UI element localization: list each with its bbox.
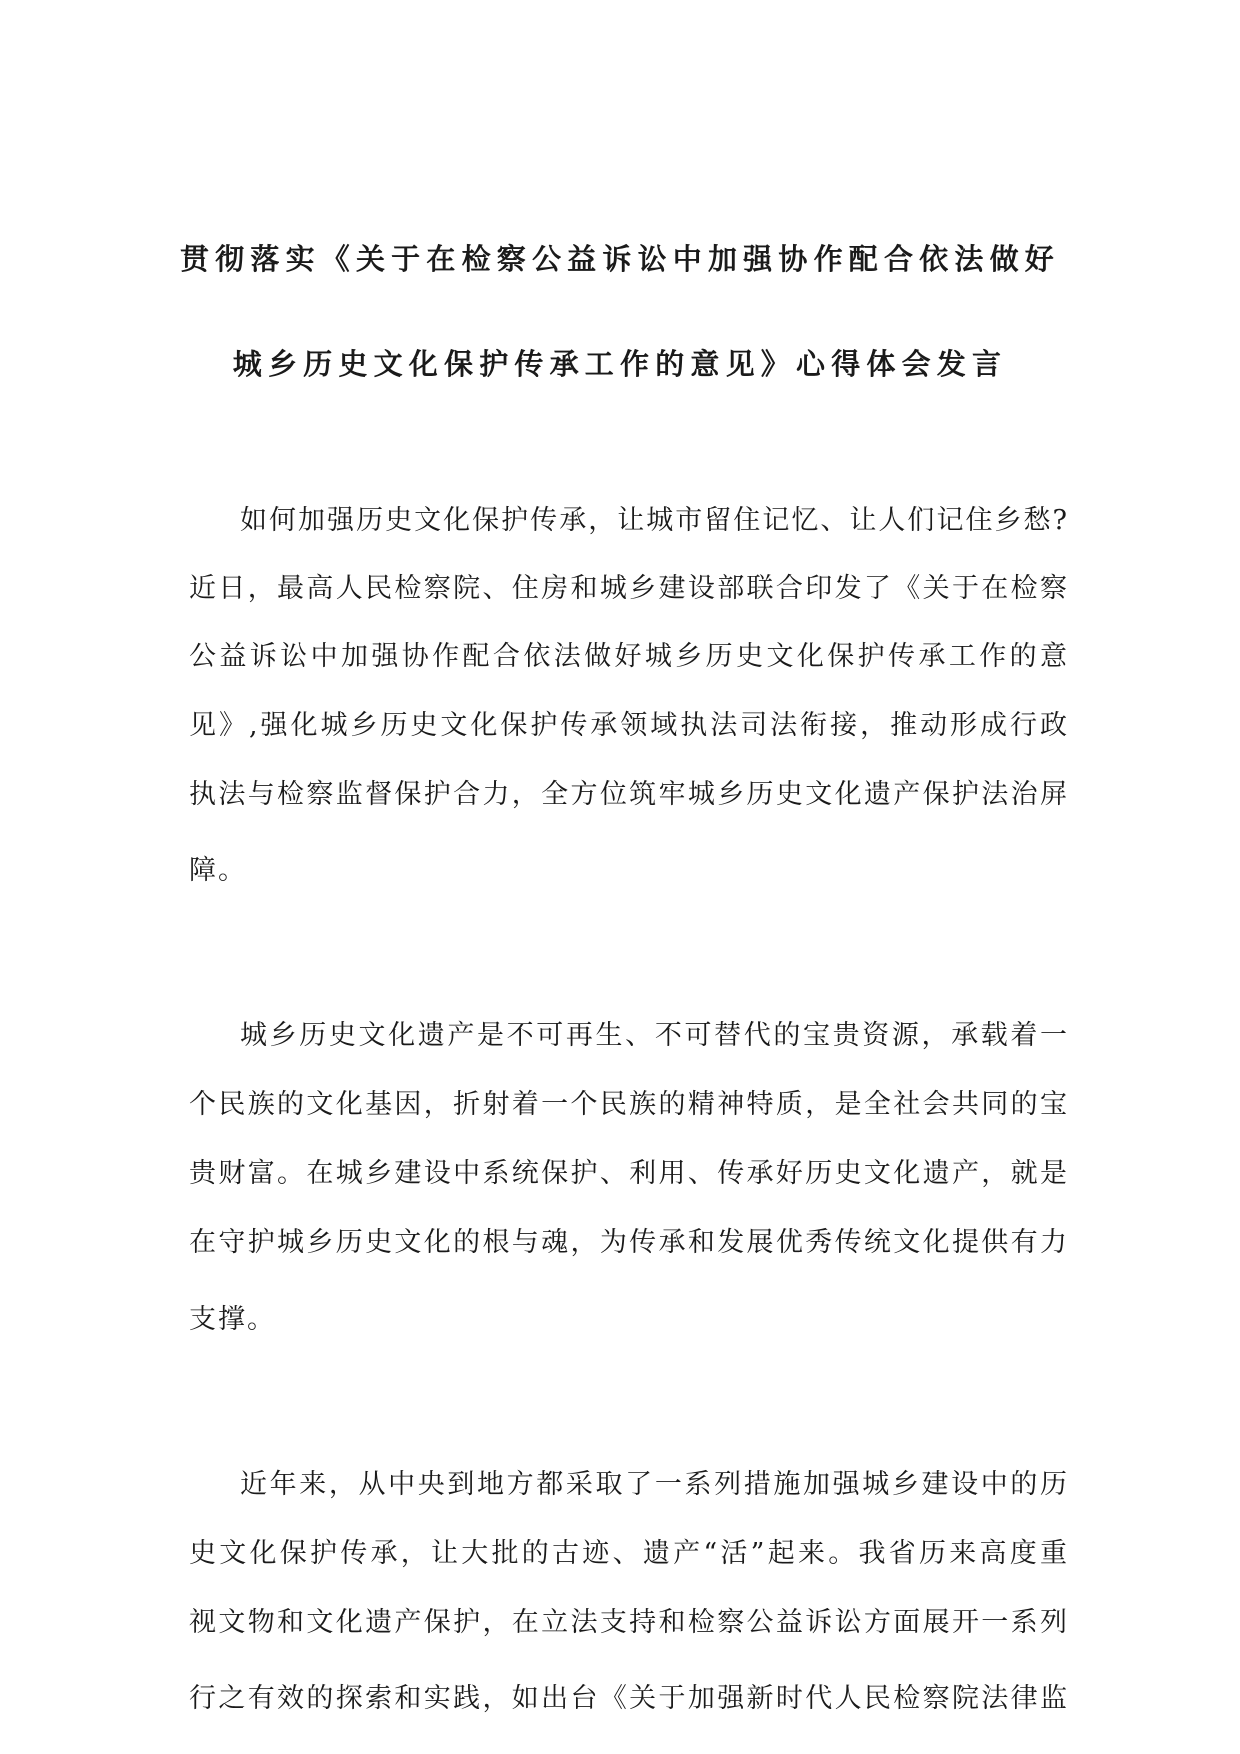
paragraph-1-line-3: 公益诉讼中加强协作配合依法做好城乡历史文化保护传承工作的意 [189,641,1069,672]
paragraph-2-line-4: 在守护城乡历史文化的根与魂，为传承和发展优秀传统文化提供有力 [189,1227,1069,1258]
paragraph-2-line-3: 贵财富。在城乡建设中系统保护、利用、传承好历史文化遗产，就是 [189,1158,1069,1189]
paragraph-1-line-1: 如何加强历史文化保护传承，让城市留住记忆、让人们记住乡愁? [240,505,1069,536]
paragraph-3-line-4: 行之有效的探索和实践，如出台《关于加强新时代人民检察院法律监 [189,1683,1069,1714]
paragraph-2-line-5: 支撑。 [189,1304,276,1335]
paragraph-1-line-2: 近日，最高人民检察院、住房和城乡建设部联合印发了《关于在检察 [189,573,1069,604]
paragraph-3-line-3: 视文物和文化遗产保护，在立法支持和检察公益诉讼方面展开一系列 [189,1607,1069,1638]
paragraph-1-line-4: 见》,强化城乡历史文化保护传承领域执法司法衔接，推动形成行政 [189,710,1069,741]
paragraph-2-line-1: 城乡历史文化遗产是不可再生、不可替代的宝贵资源，承载着一 [240,1020,1069,1051]
document-title-line-1: 贯彻落实《关于在检察公益诉讼中加强协作配合依法做好 [179,242,1060,276]
paragraph-2-line-2: 个民族的文化基因，折射着一个民族的精神特质，是全社会共同的宝 [189,1089,1069,1120]
paragraph-3-line-1: 近年来，从中央到地方都采取了一系列措施加强城乡建设中的历 [240,1469,1069,1500]
document-title-line-2: 城乡历史文化保护传承工作的意见》心得体会发言 [232,347,1008,381]
paragraph-3-line-2: 史文化保护传承，让大批的古迹、遗产“活”起来。我省历来高度重 [189,1538,1069,1569]
paragraph-1-line-5: 执法与检察监督保护合力，全方位筑牢城乡历史文化遗产保护法治屏 [189,779,1069,810]
paragraph-1-line-6: 障。 [189,855,247,886]
